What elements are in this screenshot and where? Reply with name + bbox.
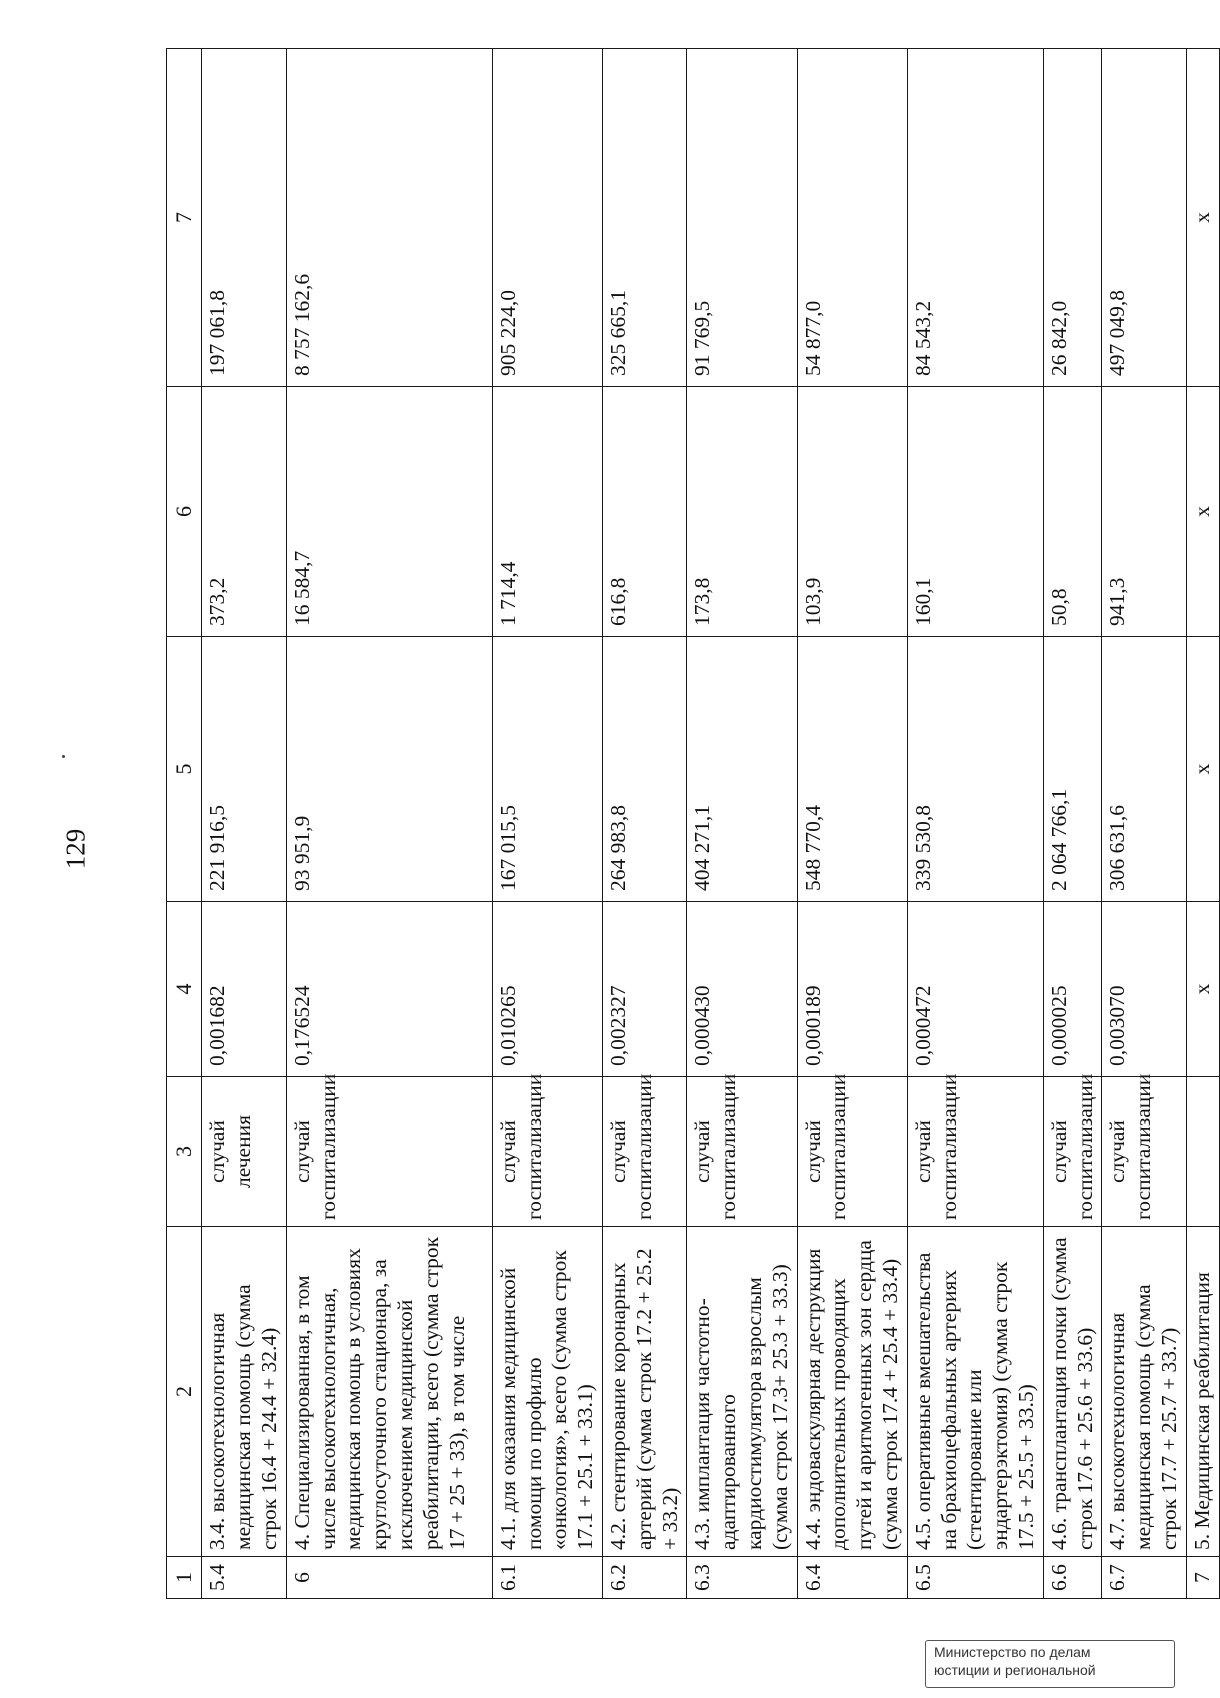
row-col4: 0,001682 <box>202 902 286 1077</box>
table-row <box>1186 49 1219 1599</box>
row-unit: случай госпитализации <box>907 1077 1043 1227</box>
row-number: 6.5 <box>907 1557 1043 1599</box>
row-col7: 8 757 162,6 <box>286 49 492 387</box>
table-row <box>602 49 686 1599</box>
row-col7: 26 842,0 <box>1043 49 1102 387</box>
row-col4: 0,000189 <box>797 902 907 1077</box>
row-col6: 50,8 <box>1043 387 1102 637</box>
row-col5: 221 916,5 <box>202 637 286 902</box>
row-col5: 306 631,6 <box>1102 637 1186 902</box>
row-unit: случай госпитализации <box>492 1077 602 1227</box>
row-col4: 0,000472 <box>907 902 1043 1077</box>
row-col7: 84 543,2 <box>907 49 1043 387</box>
ministry-stamp <box>925 1640 1175 1688</box>
ink-dot <box>62 755 65 758</box>
row-unit: случай госпитализации <box>1102 1077 1186 1227</box>
row-unit: случай госпитализации <box>286 1077 492 1227</box>
header-cell: 3 <box>167 1077 202 1227</box>
row-col6: 373,2 <box>202 387 286 637</box>
row-number: 6.1 <box>492 1557 602 1599</box>
row-description: 4.2. стентирование коронарных артерий (сумма строк 17.2 + 25.2 + 33.2) <box>602 1227 686 1557</box>
row-col4: 0,000430 <box>687 902 797 1077</box>
table-row <box>1043 49 1102 1599</box>
page-number: 129 <box>60 828 91 870</box>
row-number: 6.6 <box>1043 1557 1102 1599</box>
row-description: 5. Медицинская реабилитация <box>1186 1227 1219 1557</box>
row-col4: 0,003070 <box>1102 902 1186 1077</box>
row-col4: x <box>1186 902 1219 1077</box>
rotated-table-container <box>166 49 1214 1599</box>
table-row <box>492 49 602 1599</box>
header-cell: 2 <box>167 1227 202 1557</box>
row-number: 6.3 <box>687 1557 797 1599</box>
row-number: 6.4 <box>797 1557 907 1599</box>
table-row <box>797 49 907 1599</box>
row-description: 4.4. эндоваскулярная деструкция дополнительных проводящих путей и аритмогенных зон сердца (сумма строк 17.4 + 25.4 + 33.4) <box>797 1227 907 1557</box>
row-unit: случай госпитализации <box>602 1077 686 1227</box>
row-col7: 497 049,8 <box>1102 49 1186 387</box>
row-unit: случай госпитализации <box>1043 1077 1102 1227</box>
row-col5: 404 271,1 <box>687 637 797 902</box>
row-col6: 941,3 <box>1102 387 1186 637</box>
row-col6: x <box>1186 387 1219 637</box>
row-description: 4.6. трансплантация почки (сумма строк 17.6 + 25.6 + 33.6) <box>1043 1227 1102 1557</box>
row-col4: 0,176524 <box>286 902 492 1077</box>
table-header-row <box>167 49 202 1599</box>
header-cell: 1 <box>167 1557 202 1599</box>
row-description: 4.1. для оказания медицинской помощи по профилю «онкология», всего (сумма строк 17.1 + 25.1 + 33.1) <box>492 1227 602 1557</box>
header-cell: 5 <box>167 637 202 902</box>
row-col5: 548 770,4 <box>797 637 907 902</box>
table-row <box>907 49 1043 1599</box>
row-col5: x <box>1186 637 1219 902</box>
row-number: 6.2 <box>602 1557 686 1599</box>
row-col5: 2 064 766,1 <box>1043 637 1102 902</box>
table-row <box>286 49 492 1599</box>
header-cell: 4 <box>167 902 202 1077</box>
header-cell: 6 <box>167 387 202 637</box>
row-col5: 167 015,5 <box>492 637 602 902</box>
row-unit <box>1186 1077 1219 1227</box>
table-row <box>687 49 797 1599</box>
row-number: 5.4 <box>202 1557 286 1599</box>
row-col4: 0,010265 <box>492 902 602 1077</box>
row-col7: 325 665,1 <box>602 49 686 387</box>
row-col4: 0,002327 <box>602 902 686 1077</box>
row-col4: 0,000025 <box>1043 902 1102 1077</box>
row-col7: 197 061,8 <box>202 49 286 387</box>
row-number: 6.7 <box>1102 1557 1186 1599</box>
row-col7: 905 224,0 <box>492 49 602 387</box>
row-description: 4. Специализированная, в том числе высокотехнологичная, медицинская помощь в условиях круглосуточного стационара, за исключением медицинской реабилитации, всего (сумма строк 17 + 25 + 33), в том числе <box>286 1227 492 1557</box>
row-unit: случай госпитализации <box>687 1077 797 1227</box>
row-number: 7 <box>1186 1557 1219 1599</box>
row-col6: 160,1 <box>907 387 1043 637</box>
row-number: 6 <box>286 1557 492 1599</box>
table-row <box>1102 49 1186 1599</box>
row-col7: x <box>1186 49 1219 387</box>
row-col7: 91 769,5 <box>687 49 797 387</box>
row-description: 4.5. оперативные вмешательства на брахиоцефальных артериях (стентирование или эндартерэктомия) (сумма строк 17.5 + 25.5 + 33.5) <box>907 1227 1043 1557</box>
row-col6: 1 714,4 <box>492 387 602 637</box>
stamp-line: Министерство по делам <box>934 1644 1091 1660</box>
row-col6: 103,9 <box>797 387 907 637</box>
row-description: 4.3. имплантация частотно-адаптированного кардиостимулятора взрослым (сумма строк 17.3+ 25.3 + 33.3) <box>687 1227 797 1557</box>
row-description: 3.4. высокотехнологичная медицинская помощь (сумма строк 16.4 + 24.4 + 32.4) <box>202 1227 286 1557</box>
row-col7: 54 877,0 <box>797 49 907 387</box>
header-cell: 7 <box>167 49 202 387</box>
table-row <box>202 49 286 1599</box>
data-table <box>166 48 1220 1599</box>
row-col5: 264 983,8 <box>602 637 686 902</box>
row-description: 4.7. высокотехнологичная медицинская помощь (сумма строк 17.7 + 25.7 + 33.7) <box>1102 1227 1186 1557</box>
row-col6: 173,8 <box>687 387 797 637</box>
row-unit: случай госпитализации <box>797 1077 907 1227</box>
row-col5: 339 530,8 <box>907 637 1043 902</box>
row-unit: случай лечения <box>202 1077 286 1227</box>
row-col5: 93 951,9 <box>286 637 492 902</box>
stamp-line: юстиции и региональной <box>934 1661 1096 1678</box>
row-col6: 616,8 <box>602 387 686 637</box>
row-col6: 16 584,7 <box>286 387 492 637</box>
